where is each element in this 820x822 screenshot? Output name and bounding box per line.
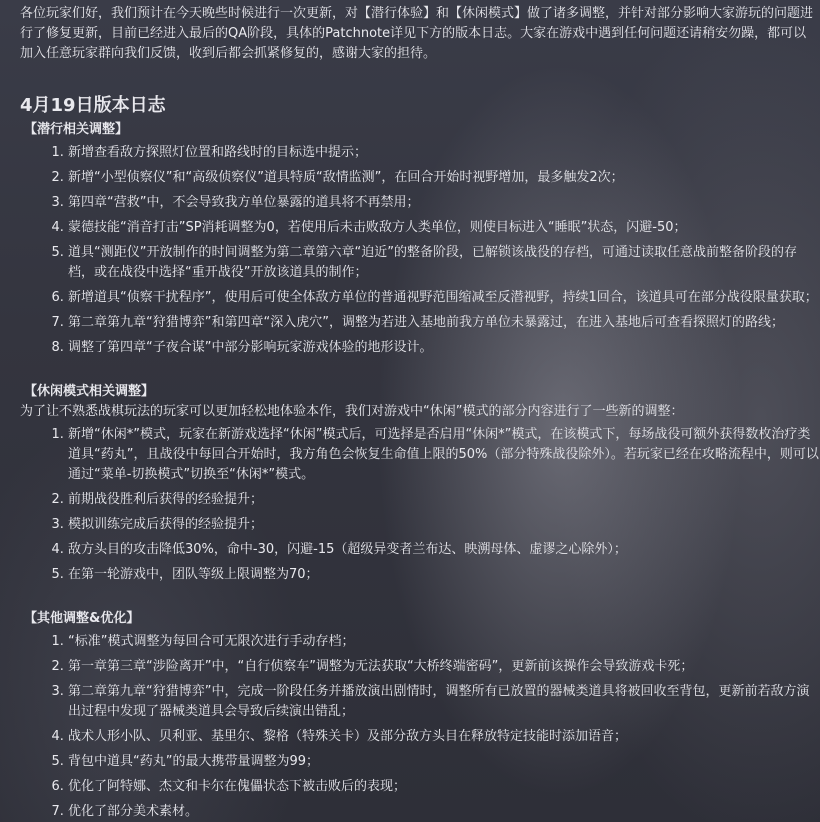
casual-list xyxy=(20,425,820,585)
list-item: 5. 道具“测距仪”开放制作的时间调整为第二章第六章“迫近”的整备阶段，已解锁该战役的存档，可通过读取任意战前整备阶段的存档，或在战役中选择“重开战役”开放该道具的制作； xyxy=(68,243,820,283)
list-item: 4. 战术人形小队、贝利亚、基里尔、黎格（特殊关卡）及部分敌方头目在释放特定技能时添加语音； xyxy=(68,727,820,747)
section-title: 【潜行相关调整】 xyxy=(24,122,129,137)
list-item: 1. 新增“休闲*”模式，玩家在新游戏选择“休闲”模式后，可选择是否启用“休闲*”模式，在该模式下，每场战役可额外获得数枚治疗类道具“药丸”，且战役中每回合开始时，我方角色会恢复生命值上限的50%（部分特殊战役除外）。若玩家已经在攻略流程中，则可以通过“菜单-切换模式”切换至“休闲*”模式。 xyxy=(68,425,820,485)
section-title: 【休闲模式相关调整】 xyxy=(24,384,155,399)
section-other-optimizations xyxy=(20,609,820,822)
list-item: 3. 第四章“营救”中，不会导致我方单位暴露的道具将不再禁用； xyxy=(68,193,820,213)
list-item: 4. 敌方头目的攻击降低30%，命中-30，闪避-15（超级异变者兰布达、映溯母体、虚谬之心除外）； xyxy=(68,540,820,560)
version-title: 4月19日版本日志 xyxy=(20,95,166,116)
list-item: 3. 第二章第九章“狩猎博弈”中，完成一阶段任务并播放演出剧情时，调整所有已放置的器械类道具将被回收至背包，更新前若敌方演出过程中发现了器械类道具会导致后续演出错乱； xyxy=(68,682,820,722)
section-stealth xyxy=(20,120,820,358)
list-item: 7. 第二章第九章“狩猎博弈”和第四章“深入虎穴”，调整为若进入基地前我方单位未暴露过，在进入基地后可查看探照灯的路线； xyxy=(68,313,820,333)
list-item: 2. 第一章第三章“涉险离开”中，“自行侦察车”调整为无法获取“大桥终端密码”，更新前该操作会导致游戏卡死； xyxy=(68,657,820,677)
list-item: 2. 新增“小型侦察仪”和“高级侦察仪”道具特质“敌情监测”，在回合开始时视野增加，最多触发2次； xyxy=(68,168,820,188)
list-item: 5. 背包中道具“药丸”的最大携带量调整为99； xyxy=(68,752,820,772)
list-item: 6. 优化了阿特娜、杰文和卡尔在傀儡状态下被击败后的表现； xyxy=(68,777,820,797)
section-casual-mode xyxy=(20,382,820,585)
list-item: 6. 新增道具“侦察干扰程序”，使用后可使全体敌方单位的普通视野范围缩减至反潜视野，持续1回合，该道具可在部分战役限量获取； xyxy=(68,288,820,308)
intro-paragraph: 各位玩家们好，我们预计在今天晚些时候进行一次更新，对【潜行体验】和【休闲模式】做了诸多调整，并针对部分影响大家游玩的问题进行了修复更新，目前已经进入最后的QA阶段，具体的Patchnote详见下方的版本日志。大家在游戏中遇到任何问题还请稍安勿躁，都可以加入任意玩家群向我们反馈，收到后都会抓紧修复的，感谢大家的担待。 xyxy=(20,6,814,61)
list-item: 1. 新增查看敌方探照灯位置和路线时的目标选中提示； xyxy=(68,143,820,163)
list-item: 5. 在第一轮游戏中，团队等级上限调整为70； xyxy=(68,565,820,585)
list-item: 7. 优化了部分美术素材。 xyxy=(68,802,820,822)
section-description: 为了让不熟悉战棋玩法的玩家可以更加轻松地体验本作，我们对游戏中“休闲”模式的部分内容进行了一些新的调整： xyxy=(20,404,684,419)
list-item: 8. 调整了第四章“子夜合谋”中部分影响玩家游戏体验的地形设计。 xyxy=(68,338,820,358)
section-title: 【其他调整&优化】 xyxy=(24,611,140,626)
other-list xyxy=(20,632,820,822)
list-item: 4. 蒙德技能“消音打击”SP消耗调整为0，若使用后未击败敌方人类单位，则使目标进入“睡眠”状态，闪避-50； xyxy=(68,218,820,238)
list-item: 3. 模拟训练完成后获得的经验提升； xyxy=(68,515,820,535)
list-item: 2. 前期战役胜利后获得的经验提升； xyxy=(68,490,820,510)
list-item: 1. “标准”模式调整为每回合可无限次进行手动存档； xyxy=(68,632,820,652)
stealth-list xyxy=(20,143,820,358)
